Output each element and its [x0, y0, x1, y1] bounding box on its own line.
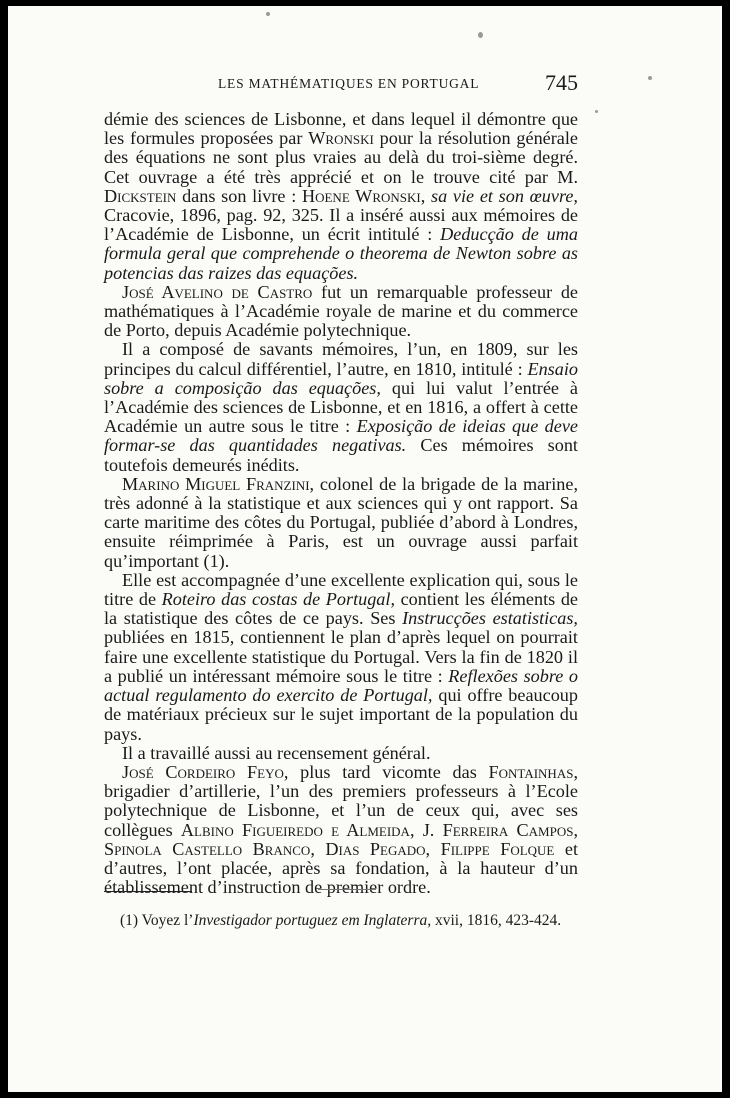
paragraph: José Cordeiro Feyo, plus tard vicomte das Fontainhas, brigadier d’artillerie, l’un des premiers professeurs à l’Ecole polytechnique de Lisbonne, et l’un de ceux qui, avec ses collègues Albino Figueiredo e Almeida, J. Ferreira Campos, Spinola Castello Branco, Dias Pegado, Filippe Folque et d’autres, l’ont placée, après sa fondation, à la hauteur d’un établissement d’instruction de premier ordre.: [104, 761, 579, 898]
paragraph: Il a composé de savants mémoires, l’un, en 1809, sur les principes du calcul différentiel, l’autre, en 1810, intitulé : Ensaio sobre a composição das equações, qui lui valut l’entrée à l’Académie des sciences de Lisbonne, et en 1816, a offert à cette Académie un autre sous le titre : Exposição de ideias que deve formar-se das quantidades negativas. Ces mémoires sont toutefois demeurés inédits.: [104, 339, 578, 475]
paragraph: Elle est accompagnée d’une excellente explication qui, sous le titre de Roteiro das costas de Portugal, contient les éléments de la statistique des côtes de ce pays. Ses Instrucções estatisticas, publiées en 1815, contiennent le plan d’après lequel on pourrait faire une excellente statistique du Portugal. Vers la fin de 1820 il a publié un intéressant mémoire sous le titre : Reflexões sobre o actual regulamento do exercito de Portugal, qui offre beaucoup de matériaux précieux sur le sujet important de la population du pays.: [104, 569, 578, 744]
paragraph: démie des sciences de Lisbonne, et dans lequel il démontre que les formules proposées par Wronski pour la résolution générale des équations ne sont plus vraies au delà du troi-sième degré. Cet ouvrage a été très apprécié et on le trouve cité par M. Dickstein dans son livre : Hoene Wronski, sa vie et son œuvre, Cracovie, 1896, pag. 92, 325. Il a inséré aussi aux mémoires de l’Académie de Lisbonne, un écrit intitulé : Deducção de uma formula geral que comprehende o theorema de Newton sobre as potencias das raizes das equações.: [104, 109, 579, 283]
print-speck: [478, 32, 483, 38]
body-text: [104, 110, 578, 897]
paragraph: José Avelino de Castro fut un remarquable professeur de mathématiques à l’Académie royale de marine et du commerce de Porto, depuis Académie polytechnique.: [104, 281, 578, 341]
footnote-rule: [104, 891, 192, 892]
footnote: (1) Voyez l’Investigador portuguez em Inglaterra, xvii, 1816, 423-424.: [120, 912, 562, 929]
print-speck: [266, 12, 270, 16]
page-header: [8, 70, 722, 100]
book-page: [8, 6, 722, 1092]
section-divider: [318, 889, 376, 890]
page-number: 745: [545, 70, 578, 95]
paragraph: Marino Miguel Franzini, colonel de la brigade de la marine, très adonné à la statistique et aux sciences qui y ont rapport. Sa carte maritime des côtes du Portugal, publiée d’abord à Londres, ensuite réimprimée à Paris, est un ouvrage aussi parfait qu’important (1).: [104, 473, 579, 571]
running-title: LES MATHÉMATIQUES EN PORTUGAL: [218, 76, 480, 91]
print-speck: [595, 110, 598, 113]
paragraph: Il a travaillé aussi au recensement général.: [122, 742, 431, 763]
